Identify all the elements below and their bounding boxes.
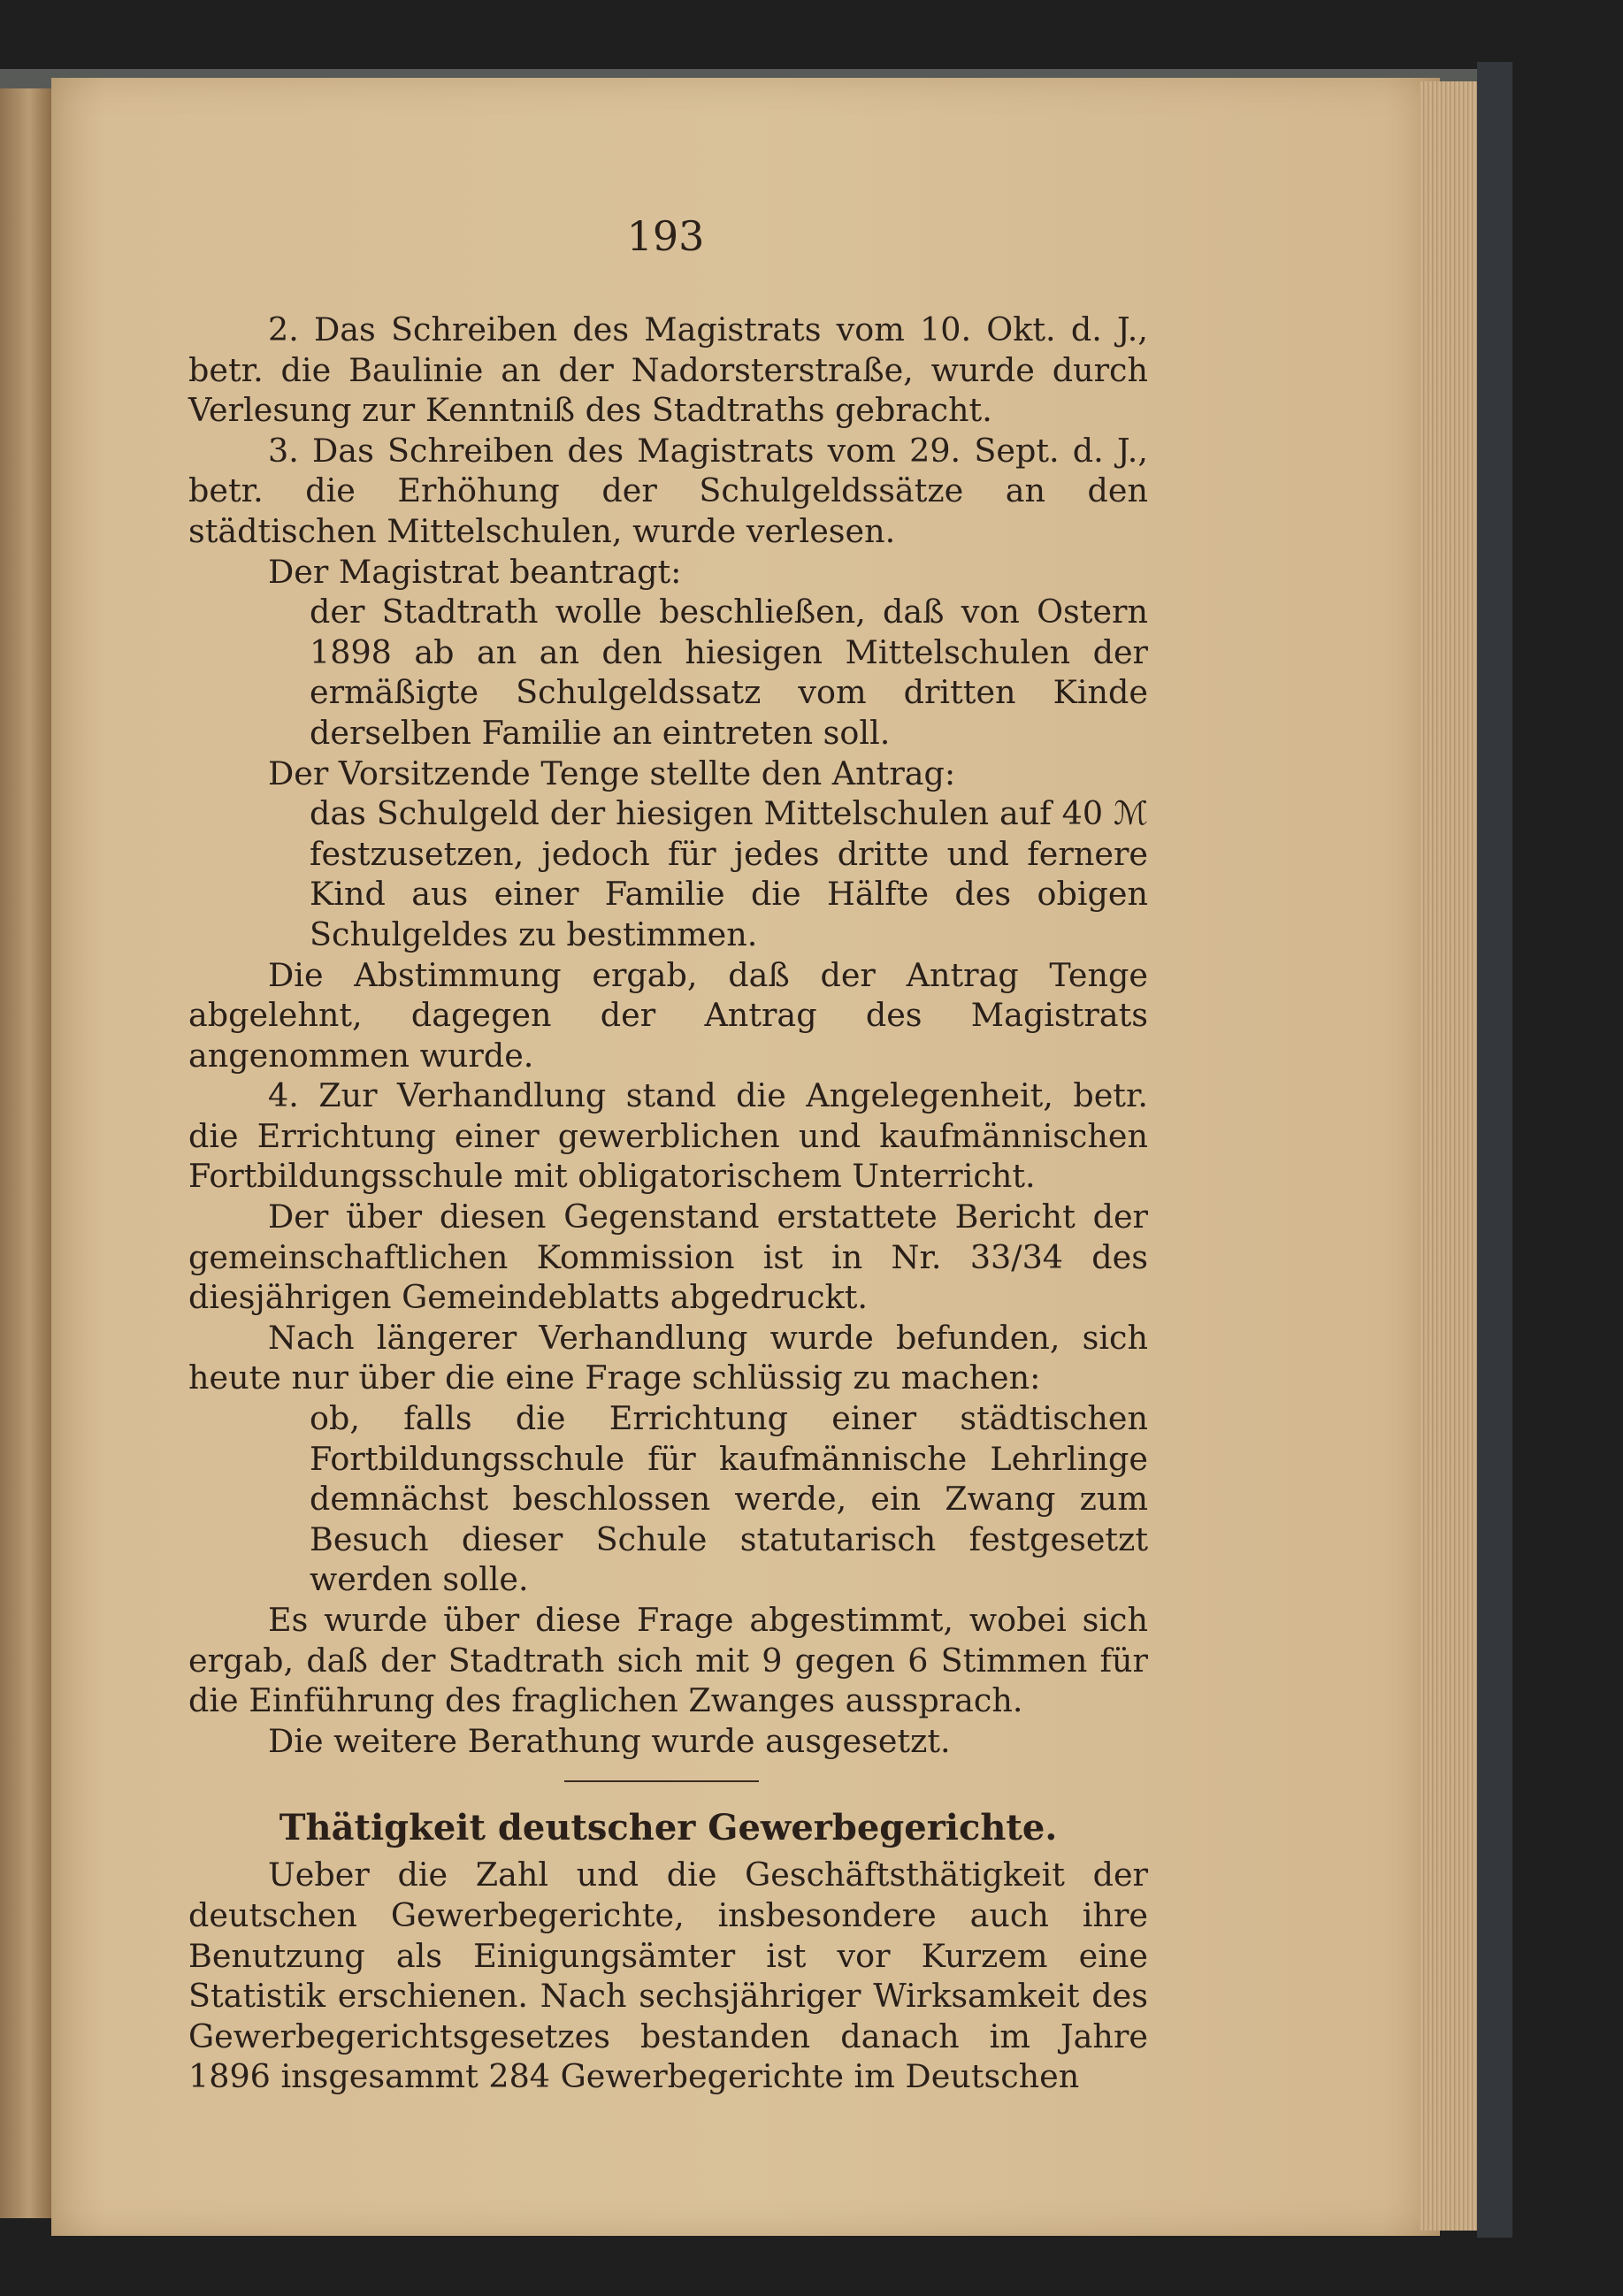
quoted-question: ob, falls die Errichtung einer städtischen Fortbildungsschule für kaufmännische Lehrlinge demnächst beschlossen werde, ein Zwang zum Besuch dieser Schule statutarisch festgesetzt werden solle.: [310, 1399, 1148, 1599]
section-paragraph: Ueber die Zahl und die Geschäftsthätigkeit der deutschen Gewerbegerichte, insbesondere auch ihre Benutzung als Einigungsämter ist vor Kurzem eine Statistik erschienen. Nach sechsjähriger Wirksamkeit des Gewerbegerichtsgesetzes bestanden danach im Jahre 1896 insgesammt 284 Gewerbegerichte im Deutschen: [188, 1856, 1148, 2096]
quoted-motion-magistrat: der Stadtrath wolle beschließen, daß von Ostern 1898 ab an an den hiesigen Mittelschulen der ermäßigte Schulgeldssatz vom dritten Kinde derselben Familie an eintreten soll.: [310, 593, 1148, 752]
page-number: 193: [626, 212, 705, 260]
paragraph-chair-intro: Der Vorsitzende Tenge stellte den Antrag:: [268, 754, 956, 792]
page-body: [188, 310, 1148, 2097]
section-heading: Thätigkeit deutscher Gewerbegerichte.: [279, 1807, 1058, 1849]
paragraph-item-4: 4. Zur Verhandlung stand die Angelegenheit, betr. die Errichtung einer gewerblichen und kaufmännischen Fortbildungsschule mit obligatorischem Unterricht.: [188, 1076, 1148, 1196]
book-cover-edge: [1477, 62, 1512, 2238]
section-divider: [564, 1780, 759, 1782]
page-stack-edge: [1420, 81, 1481, 2231]
paragraph-vote-outcome: Es wurde über diese Frage abgestimmt, wobei sich ergab, daß der Stadtrath sich mit 9 gegen 6 Stimmen für die Einführung des fraglichen Zwanges aussprach.: [188, 1601, 1148, 1720]
paragraph-magistrat-intro: Der Magistrat beantragt:: [268, 552, 682, 591]
quoted-motion-tenge: das Schulgeld der hiesigen Mittelschulen auf 40 ℳ festzusetzen, jedoch für jedes dritte und fernere Kind aus einer Familie die Hälfte des obigen Schulgeldes zu bestimmen.: [310, 794, 1148, 953]
facing-page-edge: [0, 87, 53, 2218]
paragraph-vote-result: Die Abstimmung ergab, daß der Antrag Tenge abgelehnt, dagegen der Antrag des Magistrats angenommen wurde.: [188, 955, 1148, 1075]
paragraph-deliberation: Nach längerer Verhandlung wurde befunden, sich heute nur über die eine Frage schlüssig zu machen:: [188, 1318, 1148, 1397]
paragraph-postponed: Die weitere Berathung wurde ausgesetzt.: [268, 1721, 951, 1760]
paragraph-report: Der über diesen Gegenstand erstattete Bericht der gemeinschaftlichen Kommission ist in Nr. 33/34 des diesjährigen Gemeindeblatts abgedruckt.: [188, 1198, 1148, 1317]
paragraph-item-3: 3. Das Schreiben des Magistrats vom 29. Sept. d. J., betr. die Erhöhung der Schulgeldssätze an den städtischen Mittelschulen, wurde verlesen.: [188, 431, 1148, 550]
paragraph-item-2: 2. Das Schreiben des Magistrats vom 10. Okt. d. J., betr. die Baulinie an der Nadorsterstraße, wurde durch Verlesung zur Kenntniß des Stadtraths gebracht.: [188, 310, 1148, 430]
